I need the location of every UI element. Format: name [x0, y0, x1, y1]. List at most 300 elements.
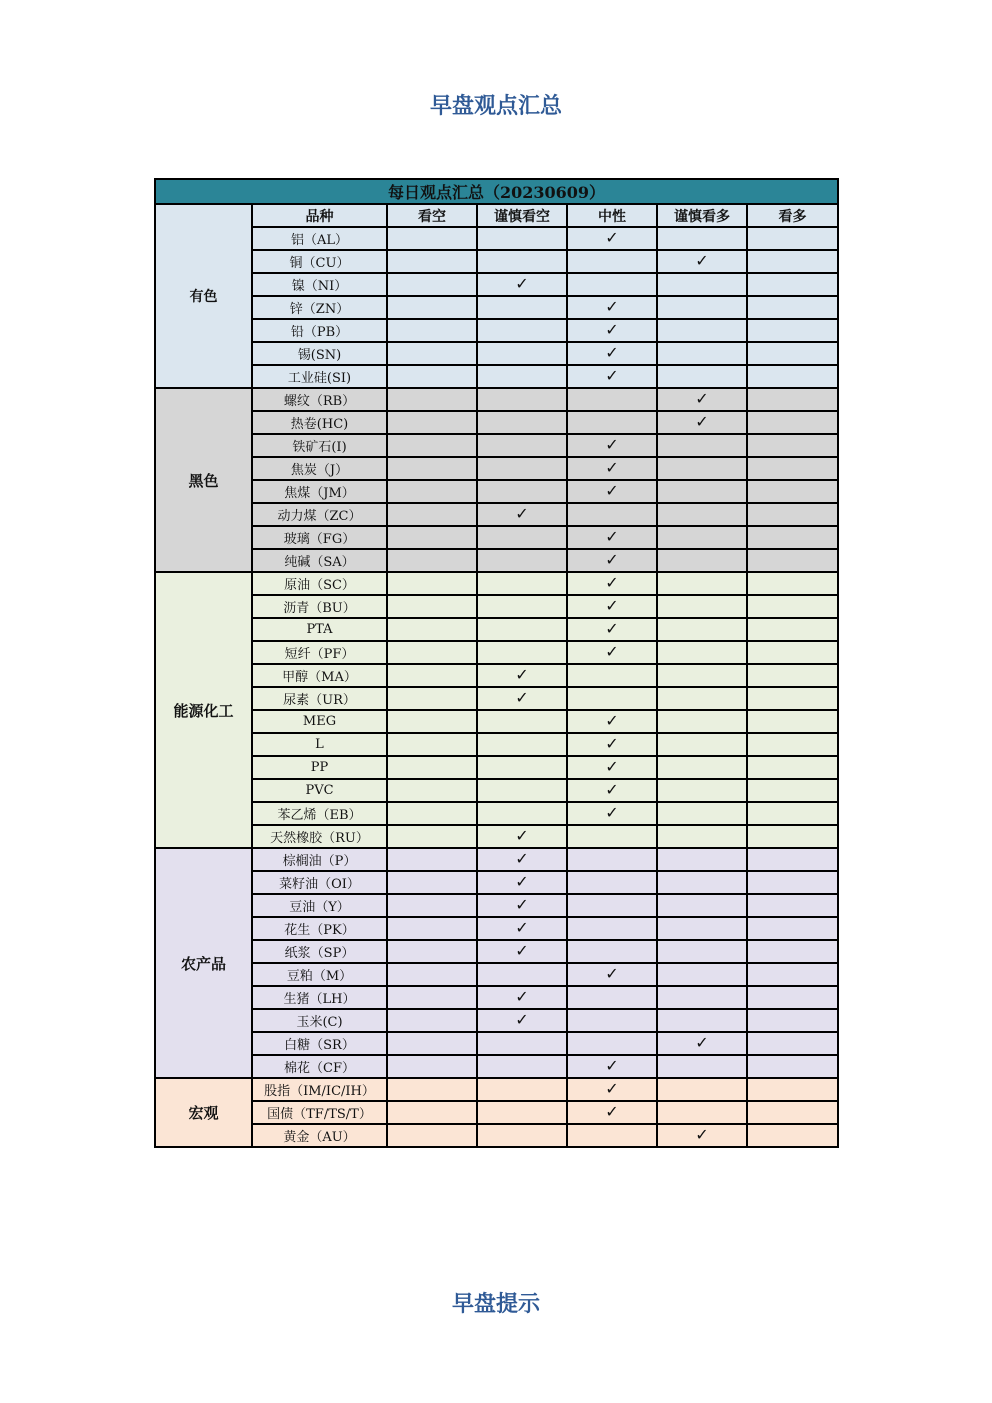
table-row — [155, 457, 838, 480]
table-row — [155, 1032, 838, 1055]
view-cell — [747, 1055, 838, 1078]
page-title: 早盘观点汇总 — [429, 94, 562, 119]
view-cell — [747, 227, 838, 250]
check-mark-icon: ✓ — [515, 504, 529, 523]
view-cell — [747, 618, 838, 641]
view-cell — [387, 618, 477, 641]
category-cell: 农产品 — [155, 848, 252, 1078]
view-cell — [387, 342, 477, 365]
view-cell — [567, 664, 657, 687]
view-cell — [567, 710, 657, 733]
view-cell — [477, 1055, 567, 1078]
variety-name: 焦炭（J） — [252, 457, 387, 480]
view-cell — [477, 871, 567, 894]
variety-name: 热卷(HC) — [252, 411, 387, 434]
view-cell — [477, 618, 567, 641]
view-cell — [657, 480, 747, 503]
table-row — [155, 917, 838, 940]
view-cell — [477, 457, 567, 480]
header-bullish: 看多 — [747, 204, 838, 227]
view-cell — [567, 227, 657, 250]
view-cell — [747, 1009, 838, 1032]
variety-name: 铅（PB） — [252, 319, 387, 342]
view-cell — [477, 917, 567, 940]
check-mark-icon: ✓ — [515, 849, 529, 868]
view-cell — [477, 1124, 567, 1147]
check-mark-icon: ✓ — [605, 964, 619, 983]
view-cell — [567, 457, 657, 480]
view-cell — [747, 342, 838, 365]
table-row — [155, 273, 838, 296]
variety-name: 玉米(C) — [252, 1009, 387, 1032]
view-cell — [657, 365, 747, 388]
view-cell — [477, 319, 567, 342]
check-mark-icon: ✓ — [605, 527, 619, 546]
view-cell — [657, 779, 747, 802]
view-cell — [567, 1078, 657, 1101]
variety-name: 原油（SC） — [252, 572, 387, 595]
view-cell — [747, 825, 838, 848]
view-cell — [747, 940, 838, 963]
view-cell — [657, 917, 747, 940]
view-cell — [657, 871, 747, 894]
check-mark-icon: ✓ — [605, 734, 619, 753]
table-row — [155, 641, 838, 664]
view-cell — [477, 296, 567, 319]
check-mark-icon: ✓ — [695, 389, 709, 408]
view-cell — [747, 917, 838, 940]
view-cell — [657, 848, 747, 871]
view-cell — [567, 963, 657, 986]
view-cell — [387, 296, 477, 319]
variety-name: 棕榈油（P） — [252, 848, 387, 871]
view-cell — [567, 1124, 657, 1147]
check-mark-icon: ✓ — [515, 274, 529, 293]
view-cell — [387, 802, 477, 825]
view-cell — [747, 871, 838, 894]
view-cell — [657, 457, 747, 480]
view-cell — [477, 940, 567, 963]
view-cell — [747, 319, 838, 342]
view-cell — [657, 526, 747, 549]
view-cell — [567, 871, 657, 894]
variety-name: 纸浆（SP） — [252, 940, 387, 963]
view-cell — [387, 779, 477, 802]
view-cell — [657, 227, 747, 250]
view-cell — [477, 595, 567, 618]
view-cell — [387, 388, 477, 411]
view-cell — [567, 825, 657, 848]
check-mark-icon: ✓ — [605, 550, 619, 569]
table-row — [155, 595, 838, 618]
view-cell — [657, 1055, 747, 1078]
view-cell — [747, 710, 838, 733]
check-mark-icon: ✓ — [605, 619, 619, 638]
view-cell — [657, 664, 747, 687]
table-row — [155, 963, 838, 986]
variety-name: 豆粕（M） — [252, 963, 387, 986]
variety-name: 花生（PK） — [252, 917, 387, 940]
variety-name: 菜籽油（OI） — [252, 871, 387, 894]
view-cell — [567, 572, 657, 595]
variety-name: 纯碱（SA） — [252, 549, 387, 572]
view-cell — [747, 365, 838, 388]
view-cell — [477, 549, 567, 572]
view-cell — [387, 227, 477, 250]
view-cell — [657, 411, 747, 434]
view-cell — [477, 411, 567, 434]
check-mark-icon: ✓ — [605, 228, 619, 247]
table-row — [155, 503, 838, 526]
check-mark-icon: ✓ — [515, 895, 529, 914]
check-mark-icon: ✓ — [605, 596, 619, 615]
view-cell — [657, 733, 747, 756]
category-cell: 有色 — [155, 204, 252, 388]
view-cell — [567, 296, 657, 319]
table-row — [155, 756, 838, 779]
view-cell — [387, 733, 477, 756]
view-cell — [387, 273, 477, 296]
check-mark-icon: ✓ — [515, 665, 529, 684]
view-cell — [477, 825, 567, 848]
header-variety: 品种 — [252, 204, 387, 227]
view-cell — [567, 434, 657, 457]
category-cell: 宏观 — [155, 1078, 252, 1147]
variety-name: PTA — [252, 618, 387, 641]
view-cell — [657, 503, 747, 526]
view-cell — [747, 963, 838, 986]
view-cell — [477, 710, 567, 733]
variety-name: 铝（AL） — [252, 227, 387, 250]
table-row — [155, 434, 838, 457]
table-row — [155, 1101, 838, 1124]
variety-name: 白糖（SR） — [252, 1032, 387, 1055]
view-cell — [387, 572, 477, 595]
check-mark-icon: ✓ — [605, 343, 619, 362]
view-cell — [387, 986, 477, 1009]
view-cell — [567, 641, 657, 664]
view-cell — [747, 480, 838, 503]
view-cell — [657, 802, 747, 825]
view-cell — [657, 986, 747, 1009]
view-cell — [567, 779, 657, 802]
view-cell — [477, 779, 567, 802]
view-cell — [477, 434, 567, 457]
view-cell — [477, 1078, 567, 1101]
table-row — [155, 825, 838, 848]
view-cell — [657, 572, 747, 595]
view-cell — [747, 756, 838, 779]
view-cell — [387, 595, 477, 618]
view-cell — [747, 411, 838, 434]
check-mark-icon: ✓ — [605, 297, 619, 316]
view-cell — [747, 457, 838, 480]
view-cell — [567, 802, 657, 825]
table-row — [155, 480, 838, 503]
view-cell — [567, 940, 657, 963]
variety-name: 短纤（PF） — [252, 641, 387, 664]
variety-name: 豆油（Y） — [252, 894, 387, 917]
view-cell — [477, 848, 567, 871]
view-cell — [477, 733, 567, 756]
view-cell — [657, 388, 747, 411]
variety-name: 锌（ZN） — [252, 296, 387, 319]
view-cell — [657, 618, 747, 641]
variety-name: 螺纹（RB） — [252, 388, 387, 411]
header-bearish: 看空 — [387, 204, 477, 227]
view-cell — [747, 572, 838, 595]
view-cell — [387, 1078, 477, 1101]
check-mark-icon: ✓ — [605, 435, 619, 454]
view-cell — [477, 641, 567, 664]
view-cell — [747, 1078, 838, 1101]
view-cell — [657, 687, 747, 710]
table-row — [155, 1124, 838, 1147]
variety-name: 黄金（AU） — [252, 1124, 387, 1147]
check-mark-icon: ✓ — [515, 688, 529, 707]
table-row — [155, 687, 838, 710]
view-cell — [387, 480, 477, 503]
view-cell — [657, 641, 747, 664]
view-cell — [567, 503, 657, 526]
view-cell — [567, 388, 657, 411]
view-cell — [477, 1032, 567, 1055]
view-cell — [747, 549, 838, 572]
table-row — [155, 871, 838, 894]
table-row — [155, 227, 838, 250]
view-cell — [387, 526, 477, 549]
view-cell — [387, 871, 477, 894]
view-cell — [477, 250, 567, 273]
view-cell — [387, 917, 477, 940]
category-cell: 黑色 — [155, 388, 252, 572]
view-cell — [657, 595, 747, 618]
daily-views-table — [154, 178, 839, 1148]
view-cell — [387, 641, 477, 664]
variety-name: 天然橡胶（RU） — [252, 825, 387, 848]
check-mark-icon: ✓ — [695, 1125, 709, 1144]
view-cell — [567, 894, 657, 917]
table-row — [155, 848, 838, 871]
view-cell — [747, 273, 838, 296]
table-row — [155, 572, 838, 595]
table-row — [155, 342, 838, 365]
view-cell — [477, 894, 567, 917]
check-mark-icon: ✓ — [515, 918, 529, 937]
view-cell — [567, 1055, 657, 1078]
view-cell — [387, 434, 477, 457]
variety-name: 动力煤（ZC） — [252, 503, 387, 526]
view-cell — [477, 273, 567, 296]
variety-name: 铜（CU） — [252, 250, 387, 273]
table-row — [155, 296, 838, 319]
check-mark-icon: ✓ — [515, 872, 529, 891]
view-cell — [477, 503, 567, 526]
view-cell — [477, 480, 567, 503]
view-cell — [387, 664, 477, 687]
table-row — [155, 1055, 838, 1078]
view-cell — [567, 549, 657, 572]
table-row — [155, 1078, 838, 1101]
view-cell — [747, 733, 838, 756]
variety-name: 生猪（LH） — [252, 986, 387, 1009]
variety-name: L — [252, 733, 387, 756]
view-cell — [387, 848, 477, 871]
check-mark-icon: ✓ — [605, 642, 619, 661]
section-heading: 早盘提示 — [451, 1292, 540, 1317]
table-row — [155, 250, 838, 273]
check-mark-icon: ✓ — [605, 1056, 619, 1075]
table-row — [155, 779, 838, 802]
view-cell — [747, 595, 838, 618]
view-cell — [477, 963, 567, 986]
view-cell — [747, 434, 838, 457]
view-cell — [657, 825, 747, 848]
view-cell — [477, 388, 567, 411]
category-cell: 能源化工 — [155, 572, 252, 848]
variety-name: 镍（NI） — [252, 273, 387, 296]
view-cell — [657, 1124, 747, 1147]
view-cell — [567, 273, 657, 296]
view-cell — [747, 296, 838, 319]
view-cell — [387, 365, 477, 388]
view-cell — [387, 503, 477, 526]
view-cell — [567, 342, 657, 365]
view-cell — [657, 963, 747, 986]
view-cell — [567, 1101, 657, 1124]
view-cell — [387, 457, 477, 480]
view-cell — [567, 733, 657, 756]
check-mark-icon: ✓ — [605, 803, 619, 822]
check-mark-icon: ✓ — [695, 412, 709, 431]
view-cell — [747, 687, 838, 710]
view-cell — [387, 1101, 477, 1124]
variety-name: 锡(SN) — [252, 342, 387, 365]
table-row — [155, 710, 838, 733]
view-cell — [567, 595, 657, 618]
view-cell — [657, 342, 747, 365]
view-cell — [657, 710, 747, 733]
table-row — [155, 526, 838, 549]
header-neutral: 中性 — [567, 204, 657, 227]
check-mark-icon: ✓ — [605, 481, 619, 500]
view-cell — [747, 986, 838, 1009]
view-cell — [477, 802, 567, 825]
check-mark-icon: ✓ — [605, 1102, 619, 1121]
view-cell — [657, 296, 747, 319]
table-row — [155, 802, 838, 825]
check-mark-icon: ✓ — [605, 573, 619, 592]
check-mark-icon: ✓ — [515, 941, 529, 960]
view-cell — [387, 756, 477, 779]
view-cell — [747, 802, 838, 825]
view-cell — [567, 411, 657, 434]
header-cautious-bullish: 谨慎看多 — [657, 204, 747, 227]
view-cell — [567, 250, 657, 273]
view-cell — [657, 273, 747, 296]
variety-name: 国债（TF/TS/T） — [252, 1101, 387, 1124]
check-mark-icon: ✓ — [605, 366, 619, 385]
view-cell — [747, 1032, 838, 1055]
view-cell — [747, 848, 838, 871]
check-mark-icon: ✓ — [515, 1010, 529, 1029]
view-cell — [477, 1009, 567, 1032]
view-cell — [747, 779, 838, 802]
table-row — [155, 1009, 838, 1032]
check-mark-icon: ✓ — [695, 251, 709, 270]
view-cell — [657, 756, 747, 779]
check-mark-icon: ✓ — [605, 780, 619, 799]
view-cell — [567, 526, 657, 549]
view-cell — [387, 894, 477, 917]
view-cell — [387, 825, 477, 848]
table-row — [155, 894, 838, 917]
view-cell — [657, 1078, 747, 1101]
view-cell — [387, 1124, 477, 1147]
check-mark-icon: ✓ — [605, 711, 619, 730]
variety-name: 工业硅(SI) — [252, 365, 387, 388]
column-header-row — [155, 204, 838, 227]
table-row — [155, 733, 838, 756]
table-row — [155, 365, 838, 388]
table-row — [155, 940, 838, 963]
table-row — [155, 986, 838, 1009]
view-cell — [657, 1009, 747, 1032]
view-cell — [657, 250, 747, 273]
view-cell — [657, 1032, 747, 1055]
view-cell — [747, 1124, 838, 1147]
view-cell — [477, 572, 567, 595]
variety-name: 沥青（BU） — [252, 595, 387, 618]
table-title: 每日观点汇总（20230609） — [155, 179, 838, 204]
view-cell — [657, 894, 747, 917]
variety-name: 玻璃（FG） — [252, 526, 387, 549]
view-cell — [747, 641, 838, 664]
table-row — [155, 388, 838, 411]
view-cell — [477, 342, 567, 365]
view-cell — [567, 917, 657, 940]
view-cell — [567, 480, 657, 503]
table-row — [155, 549, 838, 572]
table-row — [155, 319, 838, 342]
view-cell — [747, 894, 838, 917]
view-cell — [567, 1032, 657, 1055]
variety-name: 铁矿石(I) — [252, 434, 387, 457]
view-cell — [747, 250, 838, 273]
view-cell — [477, 687, 567, 710]
view-cell — [477, 227, 567, 250]
view-cell — [747, 526, 838, 549]
view-cell — [747, 503, 838, 526]
view-cell — [567, 756, 657, 779]
table-row — [155, 411, 838, 434]
check-mark-icon: ✓ — [605, 1079, 619, 1098]
variety-name: MEG — [252, 710, 387, 733]
view-cell — [747, 388, 838, 411]
view-cell — [567, 848, 657, 871]
view-cell — [387, 710, 477, 733]
table-row — [155, 664, 838, 687]
view-cell — [387, 549, 477, 572]
check-mark-icon: ✓ — [605, 458, 619, 477]
variety-name: PVC — [252, 779, 387, 802]
variety-name: 苯乙烯（EB） — [252, 802, 387, 825]
view-cell — [387, 250, 477, 273]
view-cell — [657, 319, 747, 342]
variety-name: 甲醇（MA） — [252, 664, 387, 687]
view-cell — [387, 1032, 477, 1055]
view-cell — [387, 1055, 477, 1078]
